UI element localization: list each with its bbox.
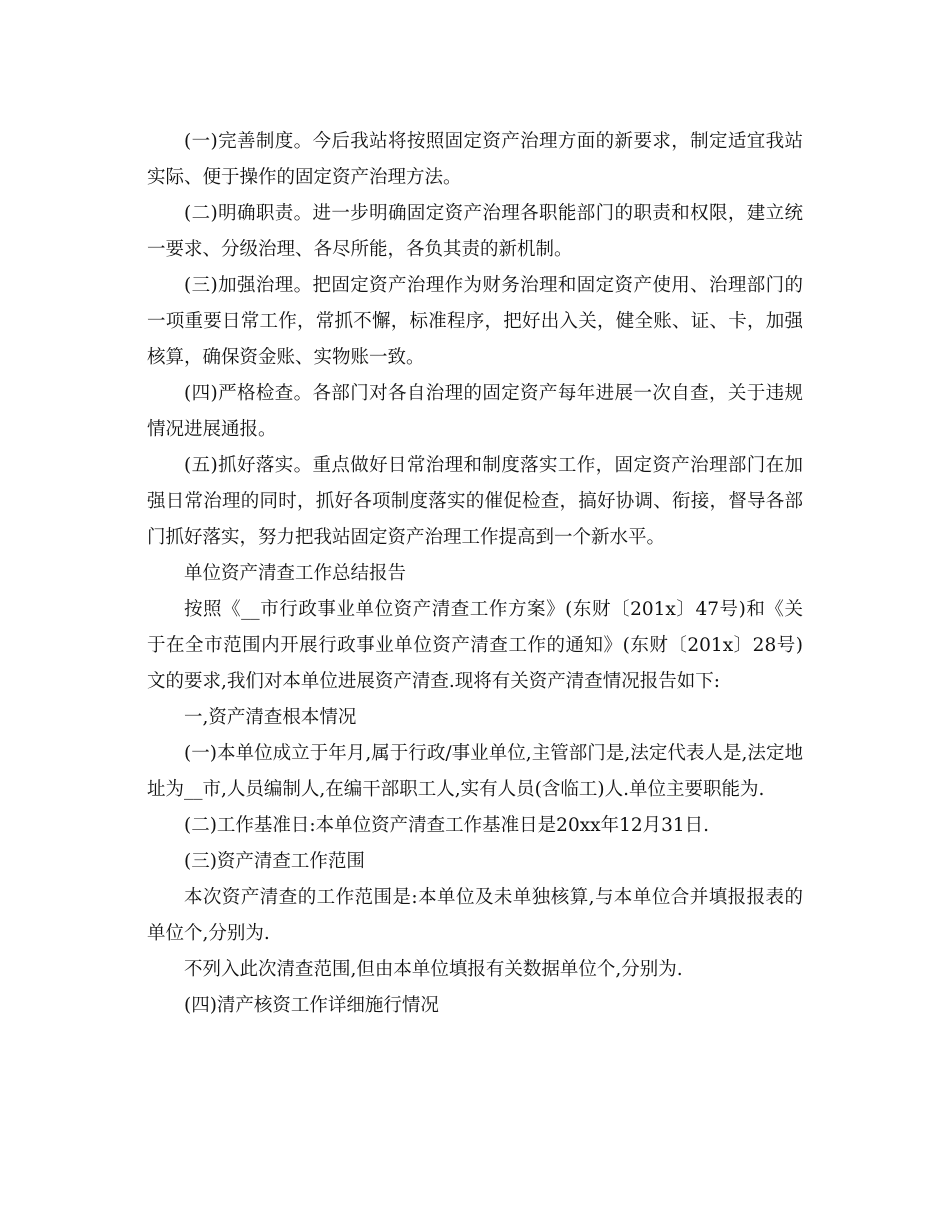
section-heading-basic-situation: 一,资产清查根本情况: [184, 707, 357, 728]
paragraph-strengthen-management: (三)加强治理。把固定资产治理作为财务治理和固定资产使用、治理部门的一项重要日常工作，常抓不懈，标准程序，把好出入关，健全账、证、卡，加强核算，确保资金账、实物账一致。: [147, 275, 803, 368]
document-body: [147, 124, 803, 1024]
paragraph-improve-system: (一)完善制度。今后我站将按照固定资产治理方面的新要求，制定适宜我站实际、便于操作的固定资产治理方法。: [147, 131, 803, 188]
paragraph-clarify-duties: (二)明确职责。进一步明确固定资产治理各职能部门的职责和权限，建立统一要求、分级治理、各尽所能，各负其责的新机制。: [147, 203, 803, 260]
subheading-scope: (三)资产清查工作范围: [184, 851, 365, 872]
paragraph-base-date: (二)工作基准日:本单位资产清查工作基准日是20xx年12月31日.: [184, 815, 710, 836]
paragraph-implementation: (五)抓好落实。重点做好日常治理和制度落实工作，固定资产治理部门在加强日常治理的同时，抓好各项制度落实的催促检查，搞好协调、衔接，督导各部门抓好落实，努力把我站固定资产治理工作提高到一个新水平。: [147, 455, 803, 548]
report-title: 单位资产清查工作总结报告: [184, 563, 407, 584]
paragraph-scope-included: 本次资产清查的工作范围是:本单位及未单独核算,与本单位合并填报报表的单位个,分别为.: [147, 887, 803, 944]
paragraph-strict-inspection: (四)严格检查。各部门对各自治理的固定资产每年进展一次自查，关于违规情况进展通报。: [147, 383, 803, 440]
paragraph-scope-excluded: 不列入此次清查范围,但由本单位填报有关数据单位个,分别为.: [184, 959, 683, 980]
paragraph-report-intro: 按照《__市行政事业单位资产清查工作方案》(东财〔201x〕47号)和《关于在全市范围内开展行政事业单位资产清查工作的通知》(东财〔201x〕28号)文的要求,我们对本单位进展资产清查.现将有关资产清查情况报告如下:: [147, 599, 803, 692]
paragraph-unit-info: (一)本单位成立于年月,属于行政/事业单位,主管部门是,法定代表人是,法定地址为__市,人员编制人,在编干部职工人,实有人员(含临工)人.单位主要职能为.: [147, 743, 803, 800]
subheading-implementation: (四)清产核资工作详细施行情况: [184, 995, 439, 1016]
